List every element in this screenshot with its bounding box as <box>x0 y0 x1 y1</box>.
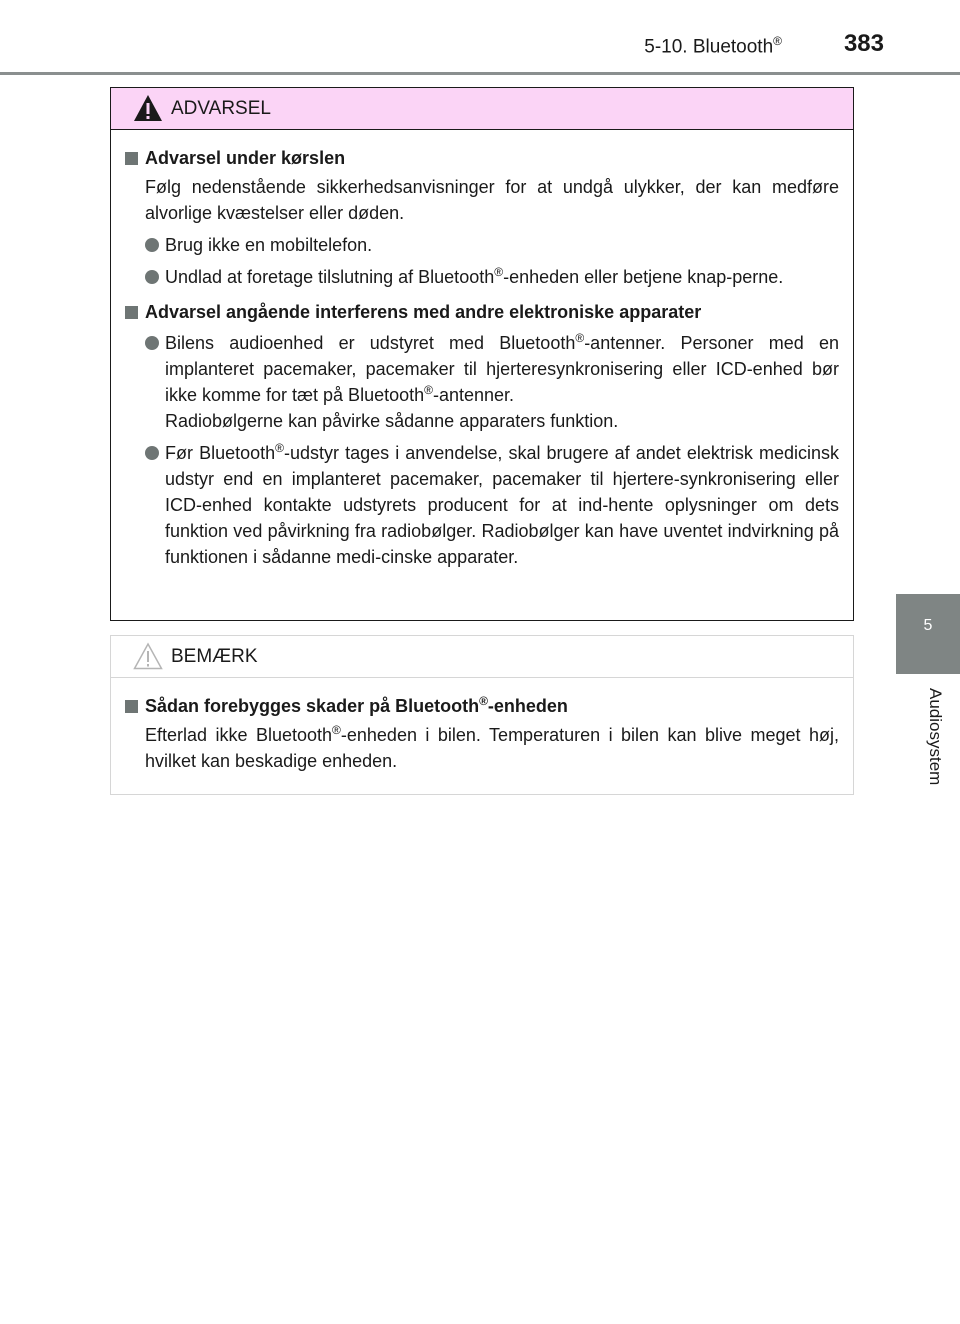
warning-title: ADVARSEL <box>171 98 271 119</box>
warning-body <box>111 130 853 570</box>
caution-triangle-outline-icon <box>133 642 163 670</box>
square-bullet-icon <box>125 700 138 713</box>
round-bullet-icon <box>145 446 159 460</box>
warning-paragraph: Følg nedenstående sikkerhedsanvisninger for at undgå ulykker, der kan medføre alvorlige kvæstelser eller døden. <box>145 177 839 223</box>
square-bullet-icon <box>125 152 138 165</box>
square-bullet-icon <box>125 306 138 319</box>
warning-bullet: Brug ikke en mobiltelefon. <box>121 232 843 258</box>
note-subheading: Sådan forebygges skader på Bluetooth®-enheden <box>121 692 843 720</box>
note-title: BEMÆRK <box>171 646 258 667</box>
warning-header <box>111 88 853 130</box>
warning-bullet: Undlad at foretage tilslutning af Bluetooth®-enheden eller betjene knap-perne. <box>121 264 843 290</box>
note-header <box>111 636 853 678</box>
round-bullet-icon <box>145 336 159 350</box>
chapter-tab: 5 <box>896 594 960 674</box>
round-bullet-icon <box>145 270 159 284</box>
note-box <box>110 635 854 795</box>
note-paragraph: Efterlad ikke Bluetooth®-enheden i bilen. Temperaturen i bilen kan blive meget høj, hvilket kan beskadige enheden. <box>145 723 840 771</box>
page-header <box>0 0 960 75</box>
warning-bullet: Bilens audioenhed er udstyret med Bluetooth®-antenner. Personer med en implanteret pacemaker, pacemaker til hjerteresynkronisering eller ICD-enhed bør ikke komme for tæt på Bluetooth®-antenner. Radiobølgerne kan påvirke sådanne apparaters funktion. <box>121 330 843 434</box>
warning-box <box>110 87 854 621</box>
section-title: 5-10. Bluetooth® <box>644 34 782 58</box>
chapter-label: Audiosystem <box>926 688 945 786</box>
page-number: 383 <box>843 30 884 57</box>
note-body <box>111 678 853 774</box>
warning-triangle-icon <box>133 94 163 122</box>
warning-bullet: Før Bluetooth®-udstyr tages i anvendelse, skal brugere af andet elektrisk medicinsk udstyr end en implanteret pacemaker, pacemaker til hjertere-synkronisering eller ICD-enhed kontakte udstyrets producent for at ind-hente oplysninger om dets funktion ved påvirkning fra radiobølger. Radiobølger kan have uventet indvirkning på funktionen i sådanne medi-cinske apparater. <box>121 440 843 570</box>
warning-subheading-driving: Advarsel under kørslen <box>121 144 843 172</box>
warning-subheading-interference: Advarsel angående interferens med andre elektroniske apparater <box>121 298 843 326</box>
round-bullet-icon <box>145 238 159 252</box>
